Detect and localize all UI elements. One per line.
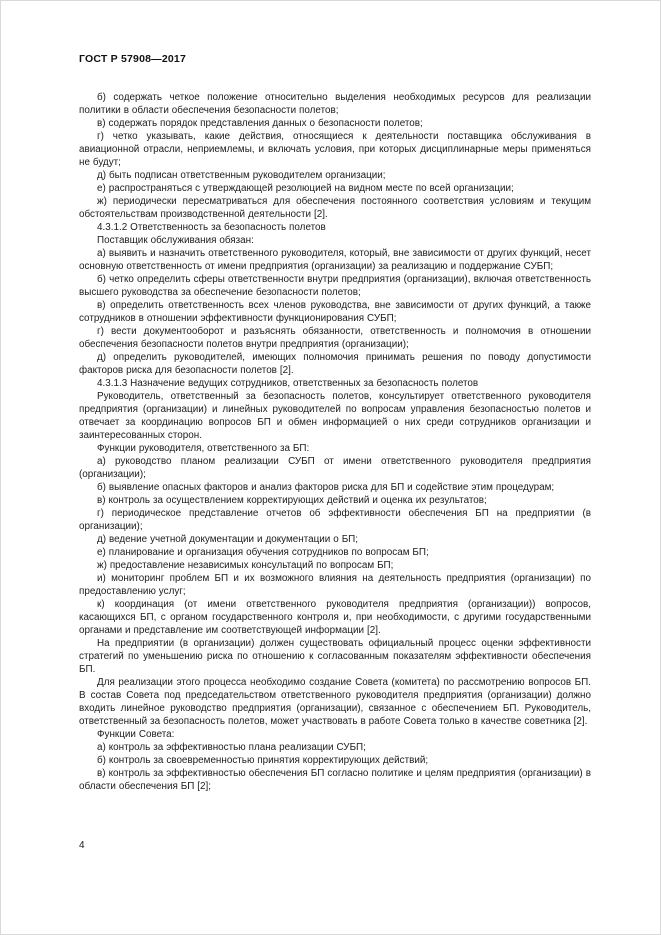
list-item-b: б) четко определить сферы ответственности внутри предприятия (организации), включая ответственность высшего руководства за обеспечение безопасности полетов; <box>79 274 591 298</box>
list-item-i: и) мониторинг проблем БП и их возможного влияния на деятельность предприятия (организации) по предоставлению услуг; <box>79 573 591 597</box>
list-item-b: б) содержать четкое положение относительно выделения необходимых ресурсов для реализации политики в области обеспечения безопасности полетов; <box>79 92 591 116</box>
list-item-g: г) четко указывать, какие действия, относящиеся к деятельности поставщика обслуживания в авиационной отрасли, неприемлемы, и включать условия, при которых дисциплинарные меры применяться не будут; <box>79 131 591 168</box>
list-item-d: д) ведение учетной документации и документации о БП; <box>97 534 359 545</box>
section-heading-4-3-1-2: 4.3.1.2 Ответственность за безопасность полетов <box>97 222 326 233</box>
paragraph: Функции руководителя, ответственного за БП: <box>97 443 310 454</box>
paragraph: Функции Совета: <box>97 729 175 740</box>
list-item-v: в) определить ответственность всех членов руководства, вне зависимости от других функций, а также сотрудников в отношении эффективности функционирования СУБП; <box>79 300 591 324</box>
list-item-k: к) координация (от имени ответственного руководителя предприятия (организации)) вопросов, касающихся БП, с органом государственного контроля и, при необходимости, с другими государственными органами и представление им соответствующей информации [2]. <box>79 599 591 636</box>
paragraph: Для реализации этого процесса необходимо создание Совета (комитета) по рассмотрению вопросов БП. В состав Совета под председательством ответственного руководителя предприятия (организации) должно входить линейное руководство предприятия (организации), связанное с обеспечением БП. Руководитель, ответственный за безопасность полетов, может участвовать в работе Совета только в качестве советника [2]. <box>79 677 591 727</box>
document-header-standard-number: ГОСТ Р 57908—2017 <box>79 53 187 65</box>
list-item-v: в) контроль за эффективностью обеспечения БП согласно политике и целям предприятия (организации) в области обеспечения БП [2]; <box>79 768 591 792</box>
paragraph: Поставщик обслуживания обязан: <box>97 235 254 246</box>
list-item-e: е) распространяться с утверждающей резолюцией на видном месте по всей организации; <box>97 183 514 194</box>
list-item-zh: ж) периодически пересматриваться для обеспечения постоянного соответствия условиям и текущим обстоятельствам производственной деятельности [2]. <box>79 196 591 220</box>
list-item-a: а) руководство планом реализации СУБП от имени ответственного руководителя предприятия (организации); <box>79 456 591 480</box>
list-item-d: д) быть подписан ответственным руководителем организации; <box>97 170 386 181</box>
list-item-v: в) содержать порядок представления данных о безопасности полетов; <box>97 118 423 129</box>
list-item-b: б) контроль за своевременностью принятия корректирующих действий; <box>97 755 429 766</box>
list-item-a: а) выявить и назначить ответственного руководителя, который, вне зависимости от других функций, несет основную ответственность от имени предприятия (организации) за реализацию и поддержание СУБП; <box>79 248 591 272</box>
list-item-a: а) контроль за эффективностью плана реализации СУБП; <box>97 742 366 753</box>
list-item-e: е) планирование и организация обучения сотрудников по вопросам БП; <box>97 547 429 558</box>
list-item-g: г) вести документооборот и разъяснять обязанности, ответственность и полномочия в отношении обеспечения безопасности полетов внутри предприятия (организации); <box>79 326 591 350</box>
section-heading-4-3-1-3: 4.3.1.3 Назначение ведущих сотрудников, ответственных за безопасность полетов <box>97 378 479 389</box>
paragraph: На предприятии (в организации) должен существовать официальный процесс оценки эффективности стратегий по уменьшению риска по отношению к согласованным показателям эффективности обеспечения БП. <box>79 638 591 675</box>
list-item-g: г) периодическое представление отчетов об эффективности обеспечения БП на предприятии (в организации); <box>79 508 591 532</box>
list-item-b: б) выявление опасных факторов и анализ факторов риска для БП и содействие этим процедурам; <box>97 482 555 493</box>
paragraph: Руководитель, ответственный за безопасность полетов, консультирует ответственного руководителя предприятия (организации) и линейных руководителей по вопросам управления безопасностью полетов и отвечает за координацию вопросов БП и обмен информацией о них среди сотрудников организации и заинтересованных сторон. <box>79 391 591 441</box>
list-item-v: в) контроль за осуществлением корректирующих действий и оценка их результатов; <box>97 495 487 506</box>
list-item-d: д) определить руководителей, имеющих полномочия принимать решения по поводу допустимости факторов риска для безопасности полетов [2]. <box>79 352 591 376</box>
list-item-zh: ж) предоставление независимых консультаций по вопросам БП; <box>97 560 394 571</box>
page-number: 4 <box>79 840 85 851</box>
document-body <box>79 91 591 793</box>
